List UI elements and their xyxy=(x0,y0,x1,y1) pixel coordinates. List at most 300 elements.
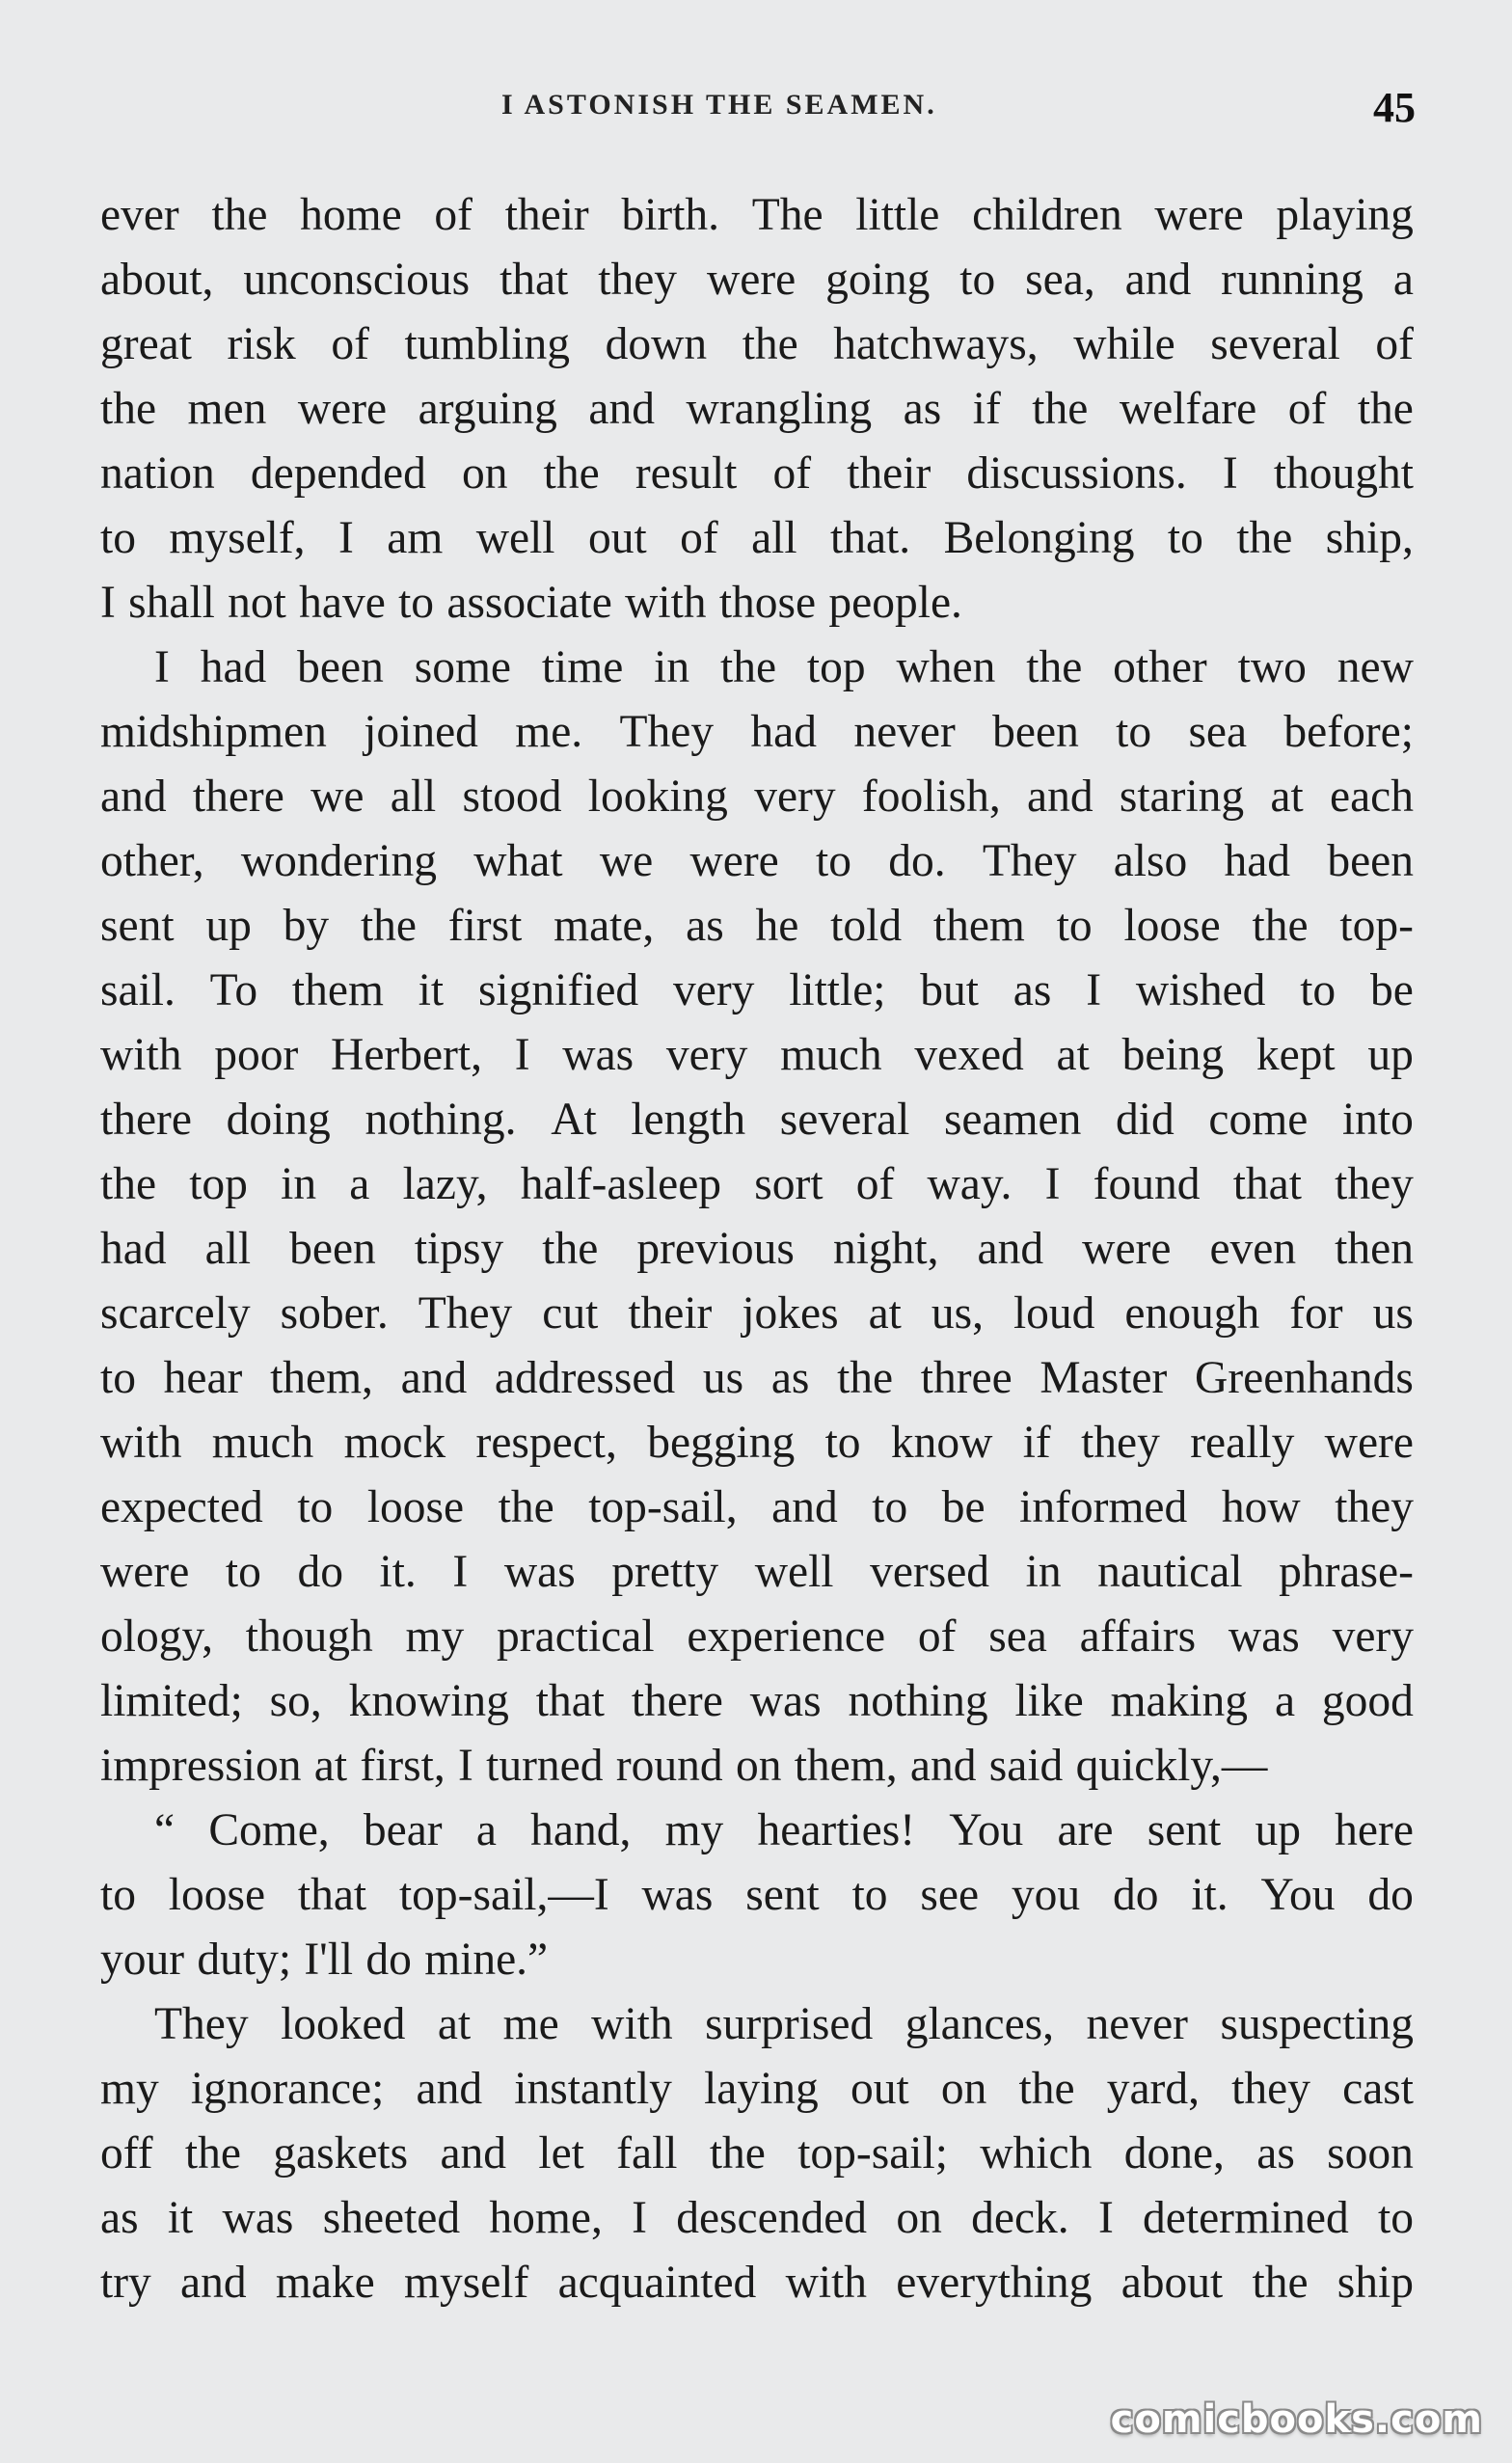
word: the xyxy=(1252,901,1309,951)
word: as xyxy=(1256,2128,1295,2179)
word: done, xyxy=(1123,2128,1225,2179)
word: turned xyxy=(486,1741,604,1791)
word: I xyxy=(514,1030,530,1080)
word: staring xyxy=(1119,771,1245,822)
text-line xyxy=(100,1928,1414,1992)
word: and xyxy=(1026,771,1094,822)
word: so, xyxy=(269,1676,322,1726)
word: off xyxy=(100,2128,153,2179)
word: arguing xyxy=(418,384,557,434)
word: try xyxy=(100,2258,151,2308)
word: the xyxy=(184,2128,241,2179)
word: loud xyxy=(1012,1288,1095,1339)
text-line xyxy=(100,442,1414,506)
word: I xyxy=(154,642,170,692)
word: playing xyxy=(1276,190,1414,240)
word: hatchways, xyxy=(833,319,1039,369)
word: had xyxy=(1224,836,1291,886)
word: addressed xyxy=(494,1353,676,1403)
word: To xyxy=(209,965,258,1015)
word: there xyxy=(100,1095,192,1145)
word: let xyxy=(538,2128,584,2179)
word: about, xyxy=(100,255,214,305)
word: do xyxy=(1367,1870,1414,1920)
word: and xyxy=(977,1224,1044,1274)
word: sea xyxy=(988,1611,1047,1662)
word: have xyxy=(299,578,386,628)
word: they xyxy=(1335,1482,1414,1532)
word: them, xyxy=(794,1741,898,1791)
word: up xyxy=(1367,1030,1414,1080)
word: for xyxy=(1289,1288,1343,1339)
word: The xyxy=(751,190,824,240)
word: were xyxy=(100,1547,190,1597)
word: with xyxy=(100,1418,182,1468)
word: result xyxy=(634,448,738,499)
word: They xyxy=(619,707,715,757)
word: tumbling xyxy=(404,319,570,369)
word: knowing xyxy=(348,1676,509,1726)
word: sea, xyxy=(1025,255,1095,305)
word: mock xyxy=(343,1418,446,1468)
word: to xyxy=(959,255,996,305)
word: of xyxy=(680,513,718,563)
word: the xyxy=(100,1159,157,1209)
word: top xyxy=(806,642,866,692)
word: to xyxy=(1378,2193,1414,2243)
word: on xyxy=(896,2193,942,2243)
word: the xyxy=(542,1224,599,1274)
word: determined xyxy=(1143,2193,1349,2243)
word: home xyxy=(300,190,402,240)
word: They xyxy=(418,1288,513,1339)
word: top-sail; xyxy=(797,2128,948,2179)
word: their xyxy=(847,448,932,499)
word: tipsy xyxy=(414,1224,504,1274)
word: those xyxy=(718,578,817,628)
word: I xyxy=(632,2193,647,2243)
word: us, xyxy=(931,1288,984,1339)
running-head-title: I ASTONISH THE SEAMEN. xyxy=(501,89,937,121)
word: that. xyxy=(830,513,911,563)
word: little xyxy=(855,190,940,240)
word: the xyxy=(211,190,268,240)
word: it. xyxy=(379,1547,417,1597)
word: welfare xyxy=(1119,384,1257,434)
word: cut xyxy=(542,1288,599,1339)
word: how xyxy=(1221,1482,1301,1532)
word: even xyxy=(1209,1224,1297,1274)
word: us xyxy=(702,1353,744,1403)
word: see xyxy=(920,1870,980,1920)
word: were xyxy=(689,836,779,886)
text-line xyxy=(100,2186,1414,2251)
word: people. xyxy=(828,578,962,628)
word: nothing xyxy=(848,1676,988,1726)
word: to xyxy=(1167,513,1203,563)
word: associate xyxy=(446,578,612,628)
word: I xyxy=(1097,2193,1114,2243)
word: on xyxy=(462,448,508,499)
word: Come, xyxy=(208,1805,330,1855)
text-line xyxy=(100,636,1414,700)
word: I xyxy=(458,1741,473,1791)
word: been xyxy=(992,707,1079,757)
word: ship, xyxy=(1325,513,1414,563)
word: of xyxy=(1287,384,1327,434)
word: before; xyxy=(1283,707,1414,757)
text-line xyxy=(100,1734,1414,1799)
word: they xyxy=(1335,1159,1414,1209)
word: I xyxy=(1086,965,1102,1015)
word: Belonging xyxy=(943,513,1135,563)
word: ship xyxy=(1336,2258,1414,2308)
word: wondering xyxy=(240,836,437,886)
word: to xyxy=(824,1418,861,1468)
word: to xyxy=(100,513,136,563)
word: with xyxy=(625,578,707,628)
word: much xyxy=(211,1418,314,1468)
word: me xyxy=(502,1999,559,2049)
word: as xyxy=(1012,965,1052,1015)
word: You xyxy=(1260,1870,1336,1920)
word: to xyxy=(872,1482,908,1532)
word: sober. xyxy=(280,1288,389,1339)
word: then xyxy=(1335,1224,1414,1274)
word: mate, xyxy=(554,901,655,951)
word: the xyxy=(1357,384,1414,434)
word: not xyxy=(228,578,286,628)
word: and xyxy=(400,1353,468,1403)
word: good xyxy=(1321,1676,1414,1726)
word: begging xyxy=(647,1418,796,1468)
word: everything xyxy=(896,2258,1093,2308)
word: loose xyxy=(168,1870,266,1920)
word: to xyxy=(100,1870,136,1920)
word: your xyxy=(100,1935,185,1985)
word: at xyxy=(1056,1030,1090,1080)
word: are xyxy=(1057,1805,1114,1855)
word: ignorance; xyxy=(190,2064,385,2114)
word: did xyxy=(1116,1095,1174,1145)
word: night, xyxy=(832,1224,939,1274)
word: two xyxy=(1237,642,1307,692)
word: seamen xyxy=(943,1095,1082,1145)
word: going xyxy=(825,255,931,305)
word: the xyxy=(360,901,417,951)
text-line xyxy=(100,506,1414,571)
word: am xyxy=(387,513,444,563)
word: said xyxy=(988,1741,1064,1791)
word: been xyxy=(289,1224,376,1274)
word: hand, xyxy=(530,1805,632,1855)
word: was xyxy=(1228,1611,1300,1662)
word: that xyxy=(500,255,569,305)
word: cast xyxy=(1342,2064,1414,2114)
word: myself xyxy=(404,2258,529,2308)
word: about xyxy=(1120,2258,1224,2308)
text-line xyxy=(100,1475,1414,1540)
word: and xyxy=(416,2064,483,2114)
word: vexed xyxy=(914,1030,1024,1080)
word: we xyxy=(599,836,654,886)
word: the xyxy=(1252,2258,1309,2308)
word: there xyxy=(192,771,284,822)
word: suspecting xyxy=(1220,1999,1414,2049)
word: was xyxy=(222,2193,294,2243)
word: affairs xyxy=(1079,1611,1197,1662)
word: myself, xyxy=(169,513,306,563)
word: loose xyxy=(366,1482,465,1532)
word: They xyxy=(982,836,1077,886)
word: but xyxy=(920,965,979,1015)
word: nautical xyxy=(1097,1547,1243,1597)
text-line xyxy=(100,959,1414,1023)
word: and xyxy=(180,2258,247,2308)
word: the xyxy=(1018,2064,1075,2114)
word: at xyxy=(868,1288,902,1339)
word: well xyxy=(754,1547,834,1597)
word: laying xyxy=(704,2064,819,2114)
word: here xyxy=(1335,1805,1414,1855)
word: length xyxy=(631,1095,746,1145)
text-line xyxy=(100,1669,1414,1734)
word: I xyxy=(1222,448,1238,499)
word: top-sail,—I xyxy=(398,1870,609,1920)
text-line xyxy=(100,2122,1414,2186)
word: deck. xyxy=(971,2193,1069,2243)
word: kept xyxy=(1256,1030,1336,1080)
word: which xyxy=(980,2128,1093,2179)
text-line xyxy=(100,1992,1414,2057)
word: informed xyxy=(1019,1482,1188,1532)
word: were xyxy=(1154,190,1244,240)
word: sheeted xyxy=(322,2193,461,2243)
word: descended xyxy=(676,2193,868,2243)
word: round xyxy=(615,1741,723,1791)
word: some xyxy=(414,642,511,692)
word: looked xyxy=(281,1999,406,2049)
word: me. xyxy=(515,707,583,757)
word: shall xyxy=(128,578,215,628)
word: enough xyxy=(1124,1288,1260,1339)
word: nothing. xyxy=(364,1095,517,1145)
word: Greenhands xyxy=(1195,1353,1414,1403)
word: while xyxy=(1073,319,1175,369)
word: ever xyxy=(100,190,179,240)
word: be xyxy=(1369,965,1414,1015)
word: impression xyxy=(100,1741,302,1791)
word: great xyxy=(100,319,192,369)
word: at xyxy=(313,1741,348,1791)
word: I'll xyxy=(304,1935,354,1985)
word: a xyxy=(349,1159,370,1209)
word: duty; xyxy=(197,1935,292,1985)
word: it xyxy=(418,965,445,1015)
word: my xyxy=(664,1805,724,1855)
word: to xyxy=(1116,707,1152,757)
word: and xyxy=(588,384,656,434)
word: was xyxy=(503,1547,576,1597)
watermark-logo: comicbooks.com xyxy=(1110,2397,1483,2442)
text-line xyxy=(100,894,1414,959)
word: the xyxy=(498,1482,554,1532)
word: they xyxy=(1231,2064,1310,2114)
word: to xyxy=(297,1482,334,1532)
word: sent xyxy=(745,1870,820,1920)
text-line xyxy=(100,1605,1414,1669)
word: other, xyxy=(100,836,204,886)
word: home, xyxy=(489,2193,603,2243)
word: come xyxy=(1208,1095,1309,1145)
word: and xyxy=(100,771,167,822)
page-number: 45 xyxy=(1373,84,1416,131)
text-line xyxy=(100,2057,1414,2122)
word: all xyxy=(751,513,797,563)
word: up xyxy=(205,901,252,951)
word: signified xyxy=(477,965,639,1015)
word: as xyxy=(100,2193,139,2243)
word: way. xyxy=(927,1159,1012,1209)
word: the xyxy=(720,642,777,692)
word: hearties! xyxy=(757,1805,916,1855)
text-line xyxy=(100,829,1414,894)
word: much xyxy=(780,1030,882,1080)
word: was xyxy=(562,1030,634,1080)
word: know xyxy=(890,1418,993,1468)
text-line xyxy=(100,1088,1414,1152)
word: scarcely xyxy=(100,1288,251,1339)
word: do xyxy=(1112,1870,1159,1920)
word: make xyxy=(275,2258,375,2308)
word: the xyxy=(100,384,157,434)
word: doing xyxy=(226,1095,331,1145)
word: top xyxy=(189,1159,248,1209)
word: sent xyxy=(1147,1805,1222,1855)
word: They xyxy=(154,1999,249,2049)
word: to xyxy=(398,578,435,628)
word: ology, xyxy=(100,1611,213,1662)
word: surprised xyxy=(705,1999,874,2049)
word: a xyxy=(475,1805,497,1855)
word: be xyxy=(941,1482,986,1532)
text-line xyxy=(100,312,1414,377)
word: we xyxy=(310,771,364,822)
word: on xyxy=(940,2064,987,2114)
word: a xyxy=(1274,1676,1296,1726)
word: do xyxy=(365,1935,412,1985)
text-line xyxy=(100,1540,1414,1605)
word: you xyxy=(1011,1870,1081,1920)
word: of xyxy=(434,190,472,240)
word: several xyxy=(1210,319,1340,369)
word: three xyxy=(920,1353,1012,1403)
text-line xyxy=(100,1023,1414,1088)
word: been xyxy=(1327,836,1414,886)
word: of xyxy=(855,1159,895,1209)
word: in xyxy=(654,642,690,692)
word: top- xyxy=(1339,901,1414,951)
word: up xyxy=(1255,1805,1301,1855)
word: lazy, xyxy=(402,1159,488,1209)
word: quickly,— xyxy=(1075,1741,1268,1791)
body-text xyxy=(100,183,1414,2315)
word: I xyxy=(452,1547,469,1597)
word: the xyxy=(837,1353,894,1403)
word: each xyxy=(1329,771,1414,822)
word: top-sail, xyxy=(588,1482,738,1532)
word: to xyxy=(816,836,851,886)
text-line xyxy=(100,1411,1414,1475)
word: respect, xyxy=(475,1418,617,1468)
text-line xyxy=(100,571,1414,636)
word: sea xyxy=(1188,707,1248,757)
word: unconscious xyxy=(243,255,471,305)
word: were xyxy=(297,384,388,434)
word: At xyxy=(551,1095,597,1145)
text-line xyxy=(100,1282,1414,1346)
word: I xyxy=(338,513,354,563)
text-line xyxy=(100,1799,1414,1863)
word: they xyxy=(598,255,678,305)
word: to xyxy=(851,1870,888,1920)
word: depended xyxy=(250,448,426,499)
word: birth. xyxy=(621,190,720,240)
word: sent xyxy=(100,901,175,951)
word: at xyxy=(1270,771,1304,822)
word: as xyxy=(903,384,942,434)
word: You xyxy=(949,1805,1024,1855)
word: soon xyxy=(1327,2128,1414,2179)
word: all xyxy=(204,1224,252,1274)
word: poor xyxy=(214,1030,299,1080)
word: had xyxy=(100,1224,167,1274)
word: my xyxy=(405,1611,465,1662)
word: sail. xyxy=(100,965,176,1015)
word: time xyxy=(541,642,624,692)
word: by xyxy=(283,901,330,951)
word: very xyxy=(1332,1611,1414,1662)
word: as xyxy=(770,1353,810,1403)
word: the xyxy=(709,2128,766,2179)
word: I xyxy=(1044,1159,1061,1209)
word: gaskets xyxy=(273,2128,409,2179)
word: the xyxy=(742,319,798,369)
word: joined xyxy=(364,707,478,757)
word: like xyxy=(1014,1676,1084,1726)
word: that xyxy=(1232,1159,1302,1209)
word: them, xyxy=(270,1353,373,1403)
text-line xyxy=(100,1217,1414,1282)
word: all xyxy=(390,771,437,822)
word: Master xyxy=(1040,1353,1168,1403)
word: the xyxy=(1026,642,1083,692)
word: making xyxy=(1110,1676,1249,1726)
word: had xyxy=(200,642,267,692)
word: never xyxy=(1086,1999,1188,2049)
text-line xyxy=(100,183,1414,248)
word: to xyxy=(1300,965,1336,1015)
word: foolish, xyxy=(861,771,1001,822)
word: being xyxy=(1121,1030,1225,1080)
word: sort xyxy=(754,1159,824,1209)
word: them xyxy=(932,901,1025,951)
word: yard, xyxy=(1106,2064,1200,2114)
word: Herbert, xyxy=(331,1030,482,1080)
word: to xyxy=(100,1353,136,1403)
word: when xyxy=(896,642,996,692)
word: wished xyxy=(1135,965,1266,1015)
